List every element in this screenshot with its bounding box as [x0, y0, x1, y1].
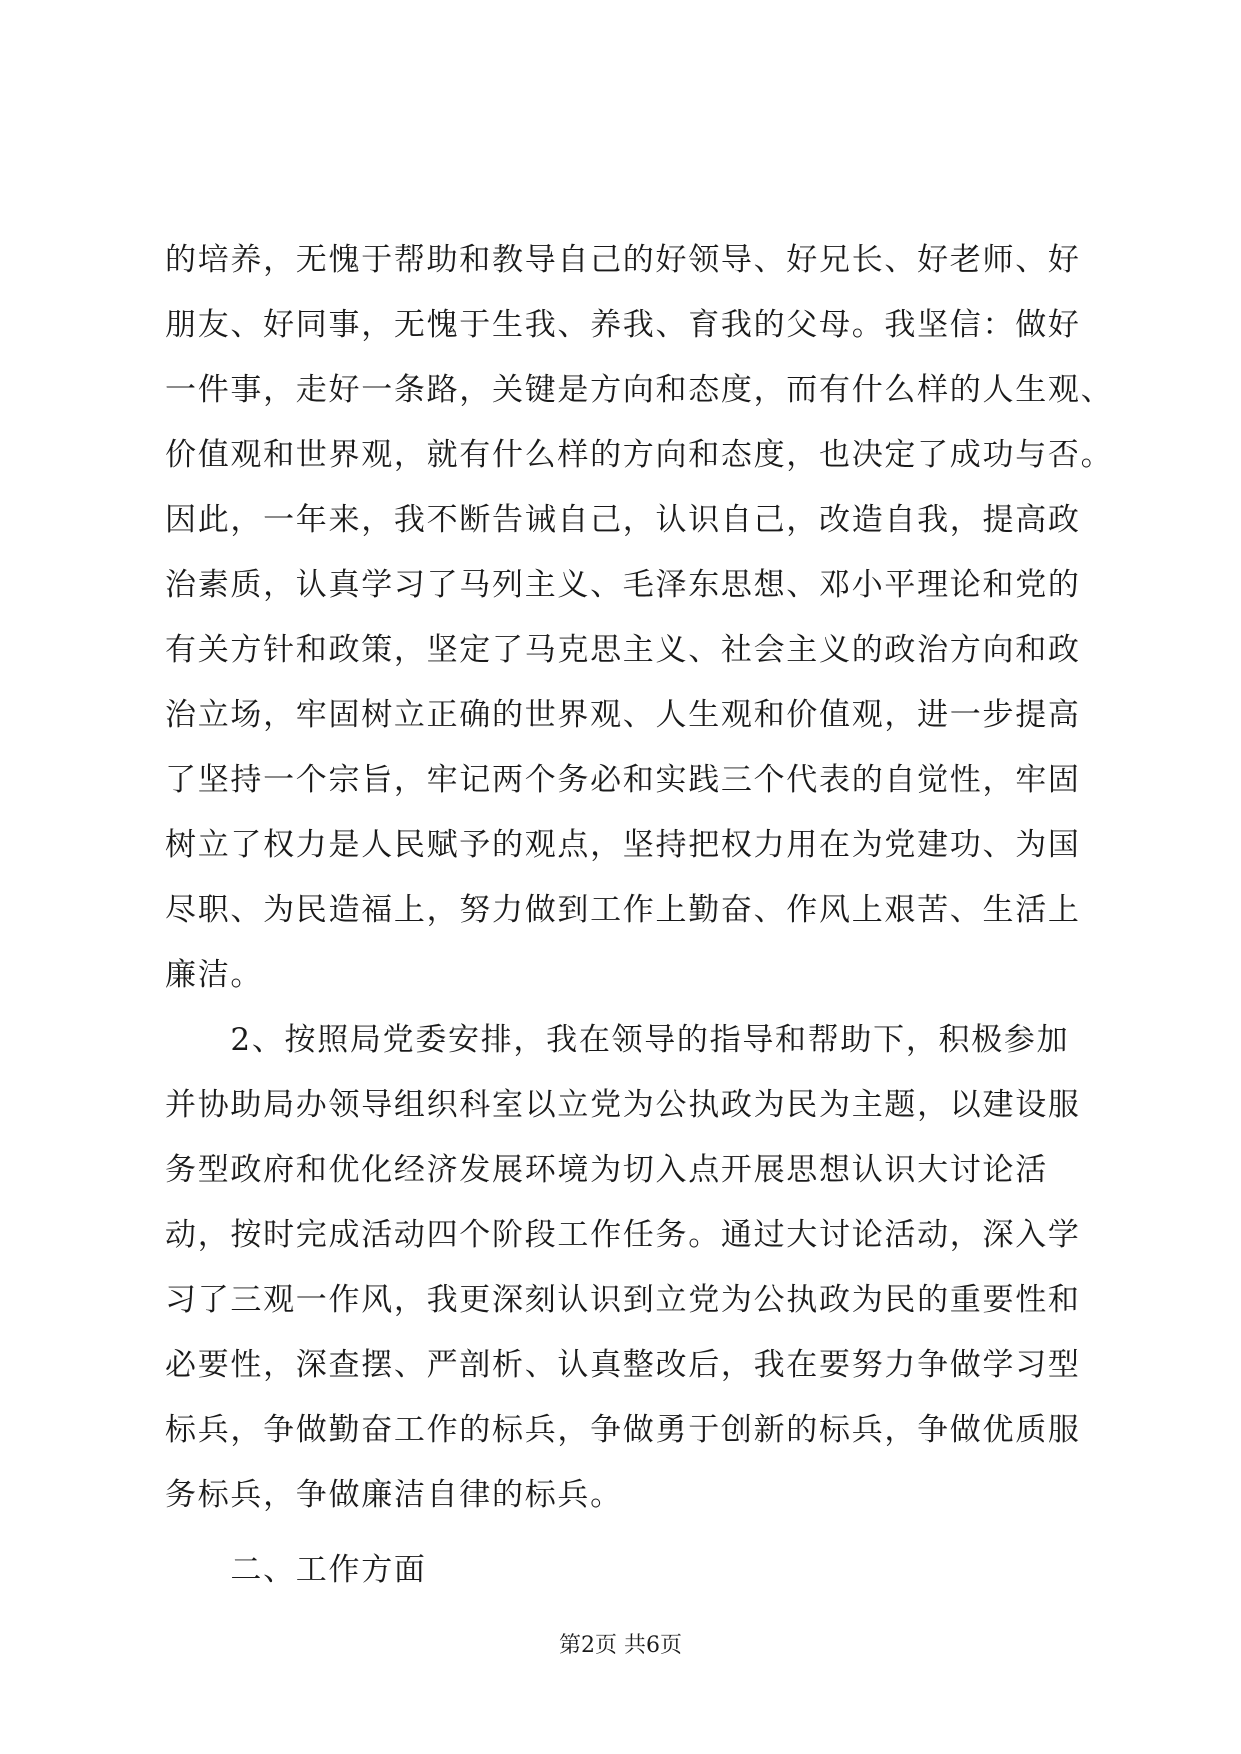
text-line: 务标兵，争做廉洁自律的标兵。 [165, 1477, 623, 1513]
paragraph-gap [165, 1528, 1085, 1538]
text-line: 价值观和世界观，就有什么样的方向和态度，也决定了成功与否。 [165, 437, 1114, 473]
text-line: 治立场，牢固树立正确的世界观、人生观和价值观，进一步提高 [165, 697, 1081, 733]
text-line: 必要性，深查摆、严剖析、认真整改后，我在要努力争做学习型 [165, 1347, 1081, 1383]
text-line: 习了三观一作风，我更深刻认识到立党为公执政为民的重要性和 [165, 1282, 1081, 1318]
text-line: 朋友、好同事，无愧于生我、养我、育我的父母。我坚信：做好 [165, 307, 1081, 343]
page-footer: 第2页 共6页 [559, 1633, 682, 1658]
section-heading: 二、工作方面 [165, 1552, 427, 1588]
text-line: 动，按时完成活动四个阶段工作任务。通过大讨论活动，深入学 [165, 1217, 1081, 1253]
text-line: 一件事，走好一条路，关键是方向和态度，而有什么样的人生观、 [165, 372, 1114, 408]
text-line: 并协助局办领导组织科室以立党为公执政为民为主题，以建设服 [165, 1087, 1081, 1123]
text-line: 务型政府和优化经济发展环境为切入点开展思想认识大讨论活 [165, 1152, 1048, 1188]
text-line: 的培养，无愧于帮助和教导自己的好领导、好兄长、好老师、好 [165, 242, 1081, 278]
text-line: 2、按照局党委安排，我在领导的指导和帮助下，积极参加 [165, 1022, 1070, 1058]
text-line: 树立了权力是人民赋予的观点，坚持把权力用在为党建功、为国 [165, 827, 1081, 863]
text-line: 尽职、为民造福上，努力做到工作上勤奋、作风上艰苦、生活上 [165, 892, 1081, 928]
text-line: 有关方针和政策，坚定了马克思主义、社会主义的政治方向和政 [165, 632, 1081, 668]
document-body [165, 228, 1114, 1603]
text-line: 廉洁。 [165, 957, 264, 993]
text-line: 治素质，认真学习了马列主义、毛泽东思想、邓小平理论和党的 [165, 567, 1081, 603]
text-line: 标兵，争做勤奋工作的标兵，争做勇于创新的标兵，争做优质服 [165, 1412, 1081, 1448]
text-line: 了坚持一个宗旨，牢记两个务必和实践三个代表的自觉性，牢固 [165, 762, 1081, 798]
text-line: 因此，一年来，我不断告诫自己，认识自己，改造自我，提高政 [165, 502, 1081, 538]
